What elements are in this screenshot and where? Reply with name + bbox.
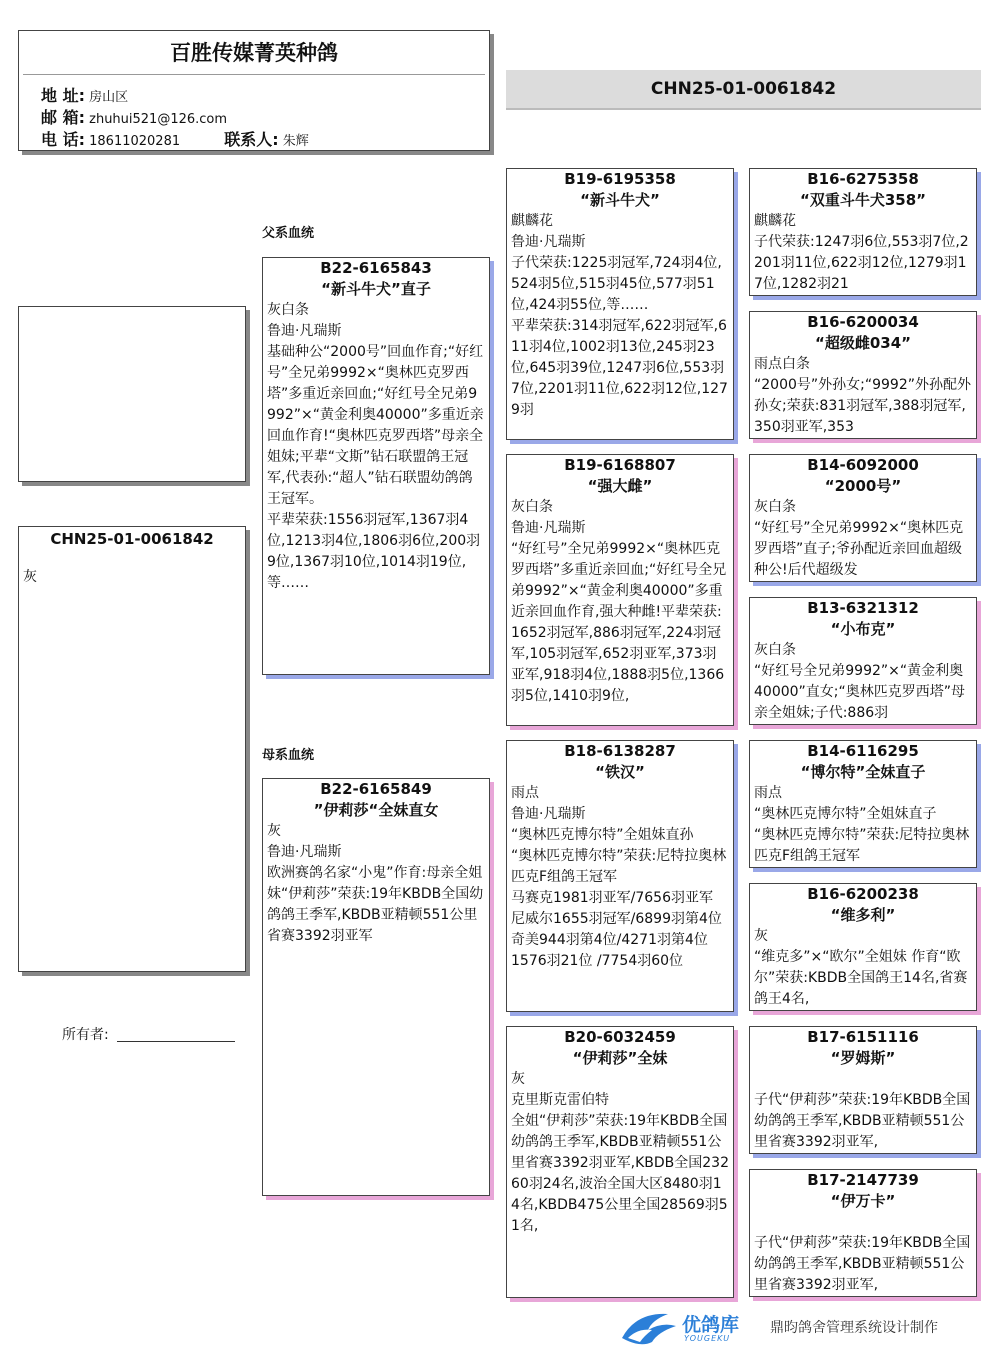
gp-ring: B20-6032459 [564, 1028, 676, 1046]
ggp-notes: “好红号全兄弟9992”×“黄金利奥40000”直女;“奥林匹克罗西塔”母亲全姐妹;子代:886羽 [754, 663, 966, 721]
grandsire-maternal-card [506, 740, 734, 1012]
gp-color: 雨点 [511, 785, 539, 801]
gp-breeder: 克里斯克雷伯特 [511, 1092, 609, 1108]
ggp-color: 灰白条 [754, 642, 796, 658]
ggp-ring: B17-6151116 [807, 1028, 919, 1046]
address-row [41, 83, 128, 106]
ggp-name: “超级雌034” [814, 334, 912, 352]
address-value: 房山区 [89, 90, 129, 105]
dam-ring: B22-6165849 [320, 780, 432, 798]
gp-notes: 子代荣获:1225羽冠军,724羽4位,524羽5位,515羽45位,577羽51位,424羽55位,等…… 平辈荣获:314羽冠军,622羽冠军,611羽4位,1002羽13位,245羽23位,645羽39位,1247羽6位,553羽7位,2201羽11位,622羽12位,1279羽 [511, 255, 728, 418]
ggp-card [749, 168, 977, 296]
ggp-notes: “好红号”全兄弟9992×“奥林匹克罗西塔”直子;爷孙配近亲回血超级种公!后代超级发 [754, 520, 964, 578]
ggp-color [750, 1069, 976, 1090]
ggp-card [749, 311, 977, 439]
loft-title: 百胜传媒菁英种鸽 [170, 41, 338, 65]
ggp-ring: B17-2147739 [807, 1171, 919, 1189]
credit-text: 鼎昀鸽舍管理系统设计制作 [770, 1320, 938, 1336]
ggp-name: “双重斗牛犬358” [799, 191, 927, 209]
phone-value: 18611020281 [89, 134, 181, 149]
ggp-notes: 子代荣获:1247羽6位,553羽7位,2201羽11位,622羽12位,1279羽17位,1282羽21 [754, 234, 969, 292]
sire-color: 灰白条 [267, 302, 309, 318]
owner-line [62, 1024, 235, 1044]
dam-notes: 欧洲赛鸽名家“小鬼”作育:母亲全姐妹“伊莉莎”荣获:19年KBDB全国幼鸽鸽王季军,KBDB亚精顿551公里省赛3392羽亚军 [267, 865, 484, 944]
ggp-card [749, 597, 977, 725]
gp-ring: B18-6138287 [564, 742, 676, 760]
gp-name: “伊莉莎”全妹 [572, 1049, 668, 1067]
ggp-color: 灰白条 [754, 499, 796, 515]
gp-breeder: 鲁迪·凡瑞斯 [511, 806, 586, 822]
gp-name: “铁汉” [595, 763, 645, 781]
logo-text: 优鸽库 [682, 1314, 740, 1336]
ggp-ring: B16-6200238 [807, 885, 919, 903]
gp-breeder: 鲁迪·凡瑞斯 [511, 234, 586, 250]
ggp-name: “罗姆斯” [830, 1049, 896, 1067]
subject-ring: CHN25-01-0061842 [50, 530, 214, 548]
ggp-ring: B14-6092000 [807, 456, 919, 474]
sire-ring: B22-6165843 [320, 259, 432, 277]
address-label: 地 址: [41, 86, 85, 105]
grandsire-paternal-card [506, 168, 734, 440]
photo-frame [18, 306, 246, 482]
gp-breeder: 鲁迪·凡瑞斯 [511, 520, 586, 536]
gp-color: 麒麟花 [511, 213, 553, 229]
ggp-card [749, 454, 977, 582]
ggp-notes: 子代“伊莉莎”荣获:19年KBDB全国幼鸽鸽王季军,KBDB亚精顿551公里省赛3392羽亚军, [754, 1092, 971, 1150]
granddam-paternal-card [506, 454, 734, 726]
gp-notes: “奥林匹克博尔特”全姐妹直孙 “奥林匹克博尔特”荣获:尼特拉奥林匹克F组鸽王冠军 马赛克1981羽亚军/7656羽亚军 尼威尔1655羽冠军/6899羽第4位 奇美944羽第4位/4271羽第4位 1576羽21位 /7754羽60位 [511, 827, 727, 969]
ggp-card [749, 1026, 977, 1154]
ggp-name: “博尔特”全妹直子 [800, 763, 926, 781]
ggp-color: 雨点 [754, 785, 782, 801]
ggp-ring: B16-6275358 [807, 170, 919, 188]
owner-blank [117, 1041, 235, 1042]
email-row [41, 105, 227, 128]
sire-name: “新斗牛犬”直子 [321, 280, 431, 298]
sire-card [262, 257, 490, 675]
contact-value: 朱辉 [282, 134, 309, 149]
gp-color: 灰白条 [511, 499, 553, 515]
ggp-card [749, 883, 977, 1011]
gp-notes: “好红号”全兄弟9992×“奥林匹克罗西塔”多重近亲回血;“好红号全兄弟9992”×“黄金利奥40000”多重近亲回血作育,强大种雌!平辈荣获:1652羽冠军,886羽冠军,224羽冠军,105羽冠军,652羽亚军,373羽亚军,918羽4位,1888羽5位,1366羽5位,1410羽9位, [511, 541, 727, 704]
gp-notes: 全姐“伊莉莎”荣获:19年KBDB全国幼鸽鸽王季军,KBDB亚精顿551公里省赛3392羽亚军,KBDB全国23260羽24名,波治全国大区8480羽14名,KBDB475公里全国28569羽51名, [511, 1113, 729, 1234]
email-label: 邮 箱: [41, 108, 85, 127]
ggp-color [750, 1212, 976, 1233]
ggp-card [749, 1169, 977, 1297]
ggp-color: 灰 [754, 928, 768, 944]
subject-card [18, 526, 246, 972]
granddam-maternal-card [506, 1026, 734, 1298]
pigeon-logo-icon [618, 1308, 680, 1348]
ggp-ring: B14-6116295 [807, 742, 919, 760]
ggp-name: “2000号” [824, 477, 902, 495]
dam-card [262, 778, 490, 1196]
ggp-name: “维多利” [830, 906, 896, 924]
ggp-name: “小布克” [830, 620, 896, 638]
phone-label: 电 话: [41, 130, 85, 149]
ggp-notes: “奥林匹克博尔特”全姐妹直子 “奥林匹克博尔特”荣获:尼特拉奥林匹克F组鸽王冠军 [754, 806, 970, 864]
gp-name: “新斗牛犬” [580, 191, 660, 209]
gp-ring: B19-6195358 [564, 170, 676, 188]
subject-color: 灰 [23, 569, 37, 585]
dam-name: ”伊莉莎“全妹直女 [313, 801, 439, 819]
owner-label: 所有者: [62, 1027, 109, 1043]
gp-color: 灰 [511, 1071, 525, 1087]
gp-ring: B19-6168807 [564, 456, 676, 474]
mother-section-title: 母系血统 [262, 748, 315, 763]
dam-breeder: 鲁迪·凡瑞斯 [267, 844, 342, 860]
divider [23, 74, 485, 75]
phone-row [41, 127, 309, 150]
ggp-ring: B16-6200034 [807, 313, 919, 331]
footer [618, 1308, 978, 1348]
ggp-color: 麒麟花 [754, 213, 796, 229]
father-section-title: 父系血统 [262, 226, 315, 241]
ggp-card [749, 740, 977, 868]
ggp-name: “伊万卡” [830, 1192, 896, 1210]
ring-banner: CHN25-01-0061842 [506, 70, 981, 110]
gp-name: “强大雌” [587, 477, 653, 495]
ggp-color: 雨点白条 [754, 356, 810, 372]
sire-notes: 基础种公“2000号”回血作育;“好红号”全兄弟9992×“奥林匹克罗西塔”多重近亲回血;“好红号全兄弟9992”×“黄金利奥40000”多重近亲回血作育!“奥林匹克罗西塔”母亲全姐妹;平辈“文斯”钻石联盟鸽王冠军,代表孙:“超人”钻石联盟幼鸽鸽王冠军。 平辈荣获:1556羽冠军,1367羽4位,1213羽4位,1806羽6位,200羽9位,1367羽10位,1014羽19位,等…… [267, 344, 484, 591]
dam-color: 灰 [267, 823, 281, 839]
sire-breeder: 鲁迪·凡瑞斯 [267, 323, 342, 339]
breeder-info-card [18, 30, 490, 151]
ggp-notes: 子代“伊莉莎”荣获:19年KBDB全国幼鸽鸽王季军,KBDB亚精顿551公里省赛3392羽亚军, [754, 1235, 971, 1293]
ggp-notes: “维克多”×“欧尔”全姐妹 作育“欧尔”荣获:KBDB全国鸽王14名,省赛鸽王4名, [754, 949, 968, 1007]
email-value: zhuhui521@126.com [89, 112, 228, 127]
contact-label: 联系人: [224, 130, 279, 149]
ggp-notes: “2000号”外孙女;“9992”外孙配外孙女;荣获:831羽冠军,388羽冠军,350羽亚军,353 [754, 377, 971, 435]
ggp-ring: B13-6321312 [807, 599, 919, 617]
logo-subtext: YOUGEKU [684, 1334, 731, 1343]
